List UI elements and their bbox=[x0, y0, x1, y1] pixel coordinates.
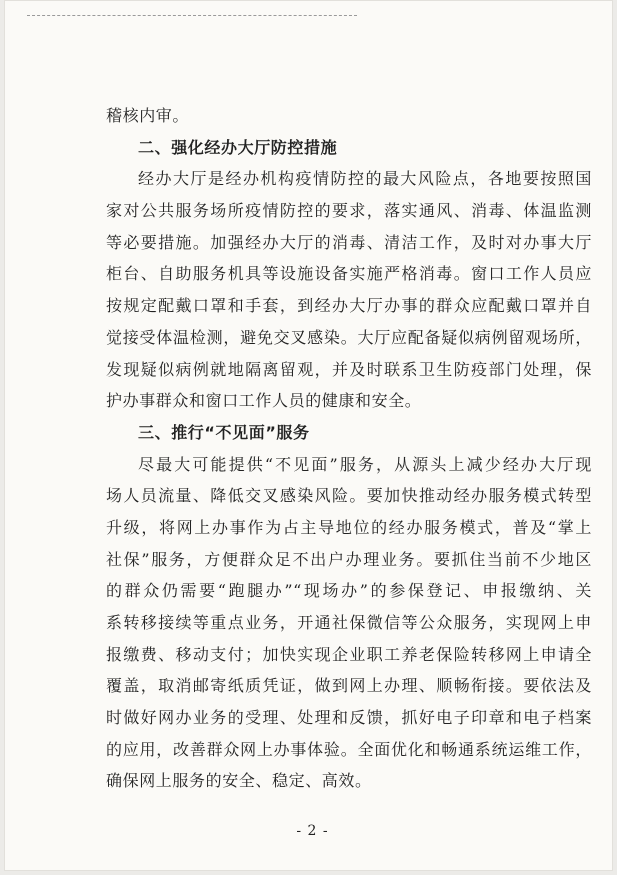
body-line: 时做好网办业务的受理、处理和反馈，抓好电子印章和电子档案 bbox=[106, 708, 592, 728]
body-line: 覆盖，取消邮寄纸质凭证，做到网上办理、顺畅衔接。要依法及 bbox=[106, 676, 592, 696]
body-line: 确保网上服务的安全、稳定、高效。 bbox=[106, 771, 372, 791]
body-line: 等必要措施。加强经办大厅的消毒、清洁工作，及时对办事大厅 bbox=[106, 232, 592, 252]
body-line: 稽核内审。 bbox=[106, 106, 190, 125]
document-body bbox=[106, 100, 592, 797]
header-rule bbox=[27, 15, 357, 16]
body-line: 的群众仍需要“跑腿办”“现场办”的参保登记、申报缴纳、关 bbox=[106, 581, 592, 601]
section-heading: 三、推行“不见面”服务 bbox=[138, 422, 310, 442]
body-line: 发现疑似病例就地隔离留观，并及时联系卫生防疫部门处理，保 bbox=[106, 359, 592, 379]
body-line: 经办大厅是经办机构疫情防控的最大风险点，各地要按照国 bbox=[138, 169, 592, 189]
body-line: 报缴费、移动支付；加快实现企业职工养老保险转移网上申请全 bbox=[106, 644, 592, 664]
document-page bbox=[4, 0, 613, 871]
body-line: 护办事群众和窗口工作人员的健康和安全。 bbox=[106, 391, 422, 411]
body-line: 升级，将网上办事作为占主导地位的经办服务模式，普及“掌上 bbox=[106, 517, 592, 537]
body-line: 觉接受体温检测，避免交叉感染。大厅应配备疑似病例留观场所， bbox=[106, 327, 592, 347]
body-line: 家对公共服务场所疫情防控的要求，落实通风、消毒、体温监测 bbox=[106, 201, 592, 221]
body-line: 按规定配戴口罩和手套，到经办大厅办事的群众应配戴口罩并自 bbox=[106, 296, 592, 316]
page-number: - 2 - bbox=[296, 823, 329, 839]
body-line: 场人员流量、降低交叉感染风险。要加快推动经办服务模式转型 bbox=[106, 486, 592, 506]
section-heading: 二、强化经办大厅防控措施 bbox=[138, 137, 338, 157]
body-line: 系转移接续等重点业务，开通社保微信等公众服务，实现网上申 bbox=[106, 613, 592, 632]
body-line: 的应用，改善群众网上办事体验。全面优化和畅通系统运维工作， bbox=[106, 739, 592, 759]
body-line: 柜台、自助服务机具等设施设备实施严格消毒。窗口工作人员应 bbox=[106, 264, 592, 284]
body-line: 社保”服务，方便群众足不出户办理业务。要抓住当前不少地区 bbox=[106, 549, 592, 569]
body-line: 尽最大可能提供“不见面”服务，从源头上减少经办大厅现 bbox=[138, 454, 592, 474]
